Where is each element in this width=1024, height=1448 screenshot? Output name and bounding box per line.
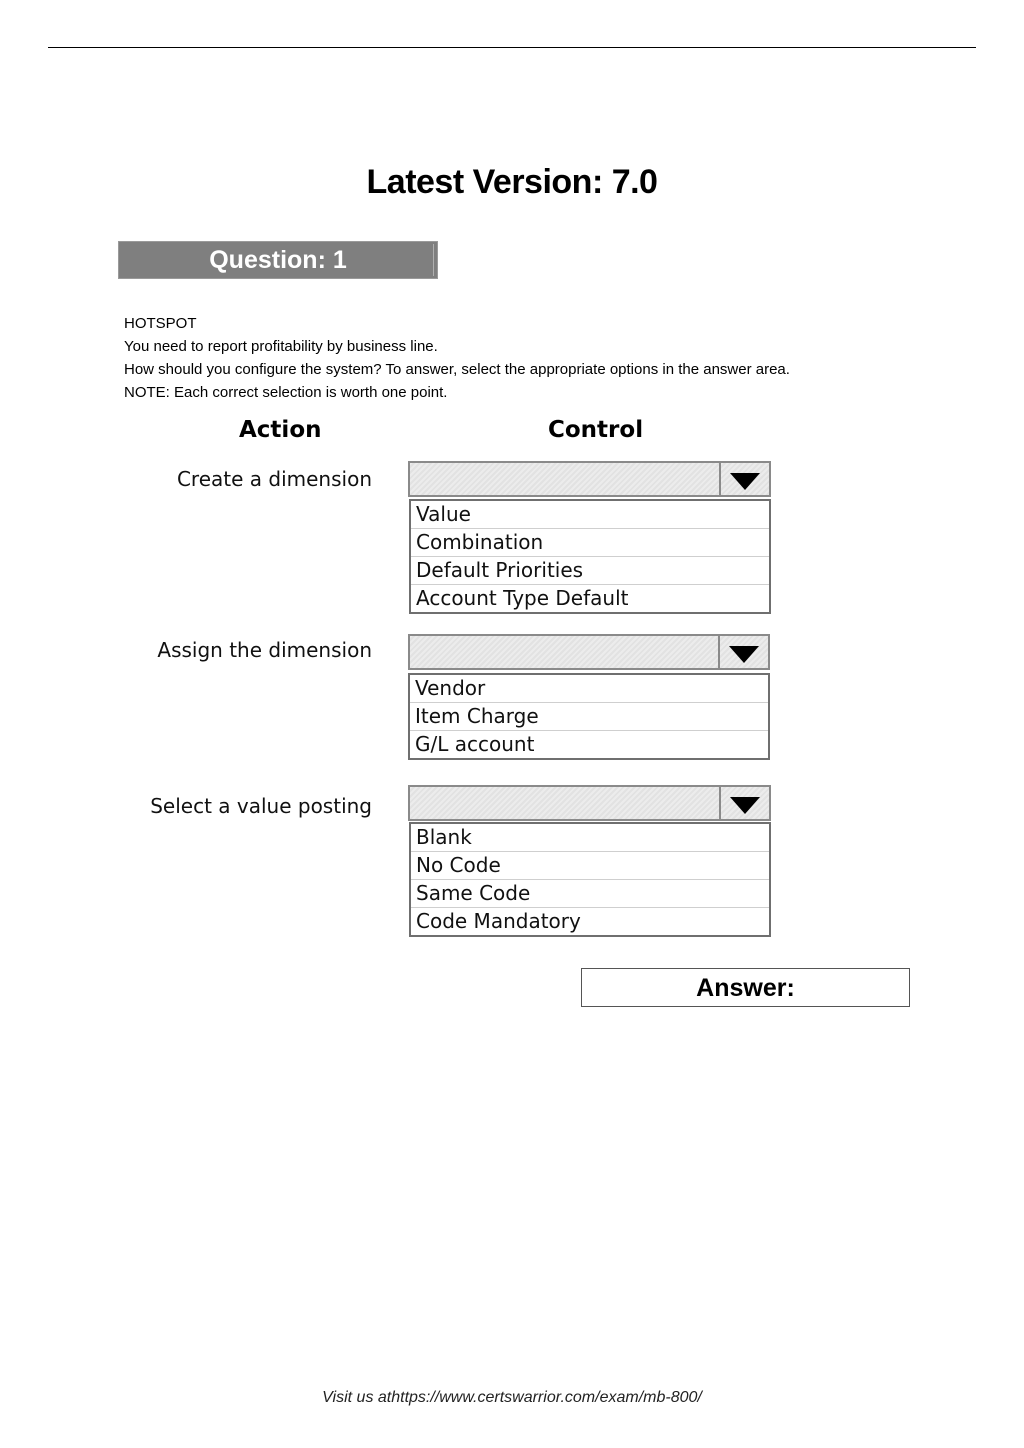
answer-box: Answer:	[581, 968, 910, 1007]
action-label-assign-dimension: Assign the dimension	[157, 638, 372, 662]
dropdown-button[interactable]	[719, 787, 769, 819]
option-item[interactable]: Combination	[411, 529, 769, 557]
question-text	[124, 312, 924, 404]
chevron-down-icon	[730, 473, 760, 490]
dropdown-assign-dimension[interactable]	[408, 634, 770, 670]
chevron-down-icon	[729, 646, 759, 663]
chevron-down-icon	[730, 797, 760, 814]
options-value-posting	[409, 822, 771, 937]
option-item[interactable]: Value	[411, 501, 769, 529]
question-line: How should you configure the system? To answer, select the appropriate options in the answer area.	[124, 361, 790, 378]
action-label-value-posting: Select a value posting	[150, 794, 372, 818]
question-note: NOTE: Each correct selection is worth one point.	[124, 384, 448, 401]
question-banner: Question: 1	[118, 241, 438, 279]
control-column-header: Control	[548, 417, 644, 443]
options-create-dimension	[409, 499, 771, 614]
option-item[interactable]: No Code	[411, 852, 769, 880]
option-item[interactable]: Account Type Default	[416, 586, 629, 610]
option-item[interactable]: Blank	[411, 824, 769, 852]
dropdown-value-posting[interactable]	[408, 785, 771, 821]
top-divider	[48, 47, 976, 48]
option-item[interactable]: Vendor	[410, 675, 768, 703]
dropdown-create-dimension[interactable]	[408, 461, 771, 497]
question-type: HOTSPOT	[124, 315, 197, 332]
option-item[interactable]: Code Mandatory	[416, 909, 581, 933]
action-label-create-dimension: Create a dimension	[176, 467, 372, 491]
dropdown-button[interactable]	[718, 636, 768, 668]
option-item[interactable]: Item Charge	[410, 703, 768, 731]
footer-link[interactable]: Visit us athttps://www.certswarrior.com/exam/mb-800/	[322, 1389, 702, 1406]
options-assign-dimension	[408, 673, 770, 760]
option-item[interactable]: Default Priorities	[411, 557, 769, 585]
action-column-header: Action	[239, 417, 322, 443]
option-item[interactable]: G/L account	[415, 732, 535, 756]
dropdown-button[interactable]	[719, 463, 769, 495]
question-line: You need to report profitability by business line.	[124, 338, 438, 355]
option-item[interactable]: Same Code	[411, 880, 769, 908]
page-title: Latest Version: 7.0	[366, 163, 658, 201]
